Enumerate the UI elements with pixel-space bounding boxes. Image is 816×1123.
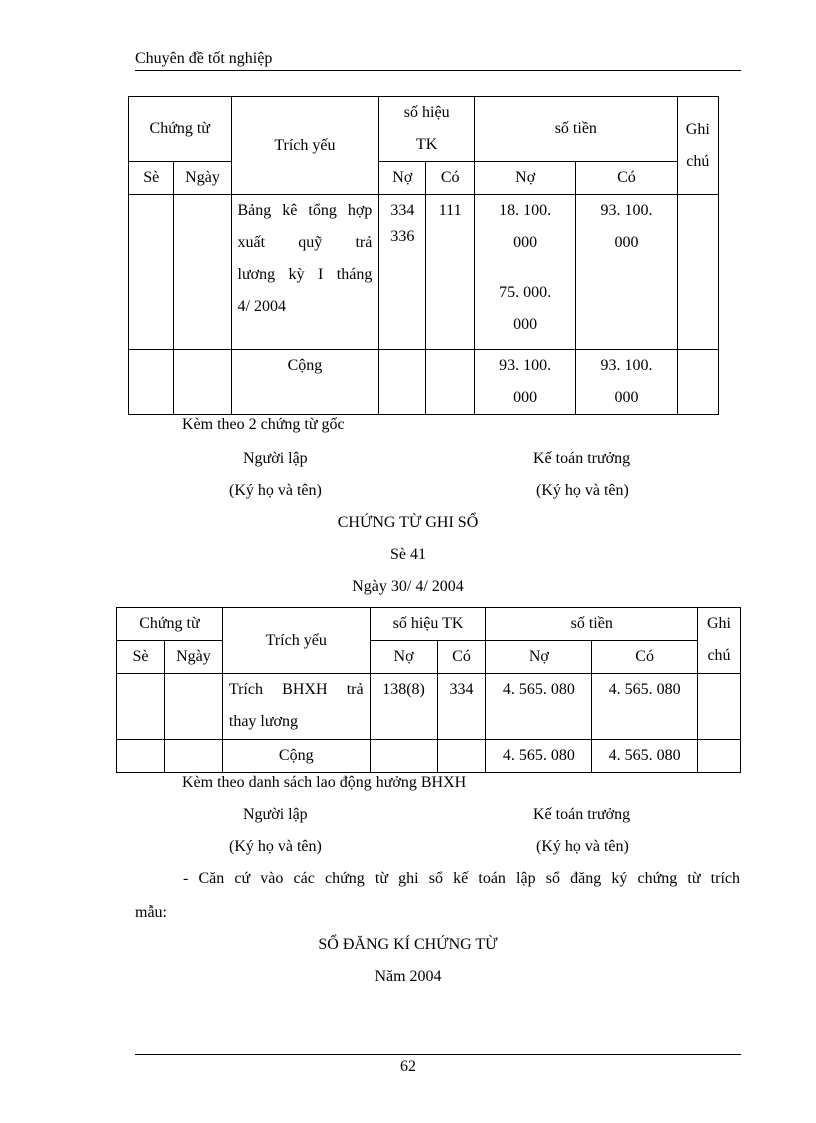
register-year: Năm 2004: [374, 968, 442, 985]
section-title-so-dang-ki: SỔ ĐĂNG KÍ CHỨNG TỪ: [318, 936, 498, 953]
preparer-title-1: Người lập: [243, 450, 308, 467]
paragraph-line-1: - Căn cứ vào các chứng từ ghi sổ kế toán lập sổ đăng ký chứng từ trích: [183, 870, 740, 887]
tk-no-value-2: 336: [390, 228, 415, 245]
cell-se: [117, 674, 165, 740]
header-trich-yeu: Trích yếu: [231, 97, 379, 195]
table-row: [117, 674, 741, 740]
trich-yeu-line: Trích BHXH trả: [228, 681, 364, 698]
header-tien-co: Có: [592, 641, 698, 674]
trich-yeu-line: Bảng kê tổng hợp: [237, 202, 373, 219]
header-so-tien: số tiền: [475, 97, 678, 162]
total-tien-co: [576, 350, 677, 415]
header-tk-no: Nợ: [370, 641, 437, 674]
cell-se: [129, 195, 174, 350]
preparer-sign-1: (Ký họ và tên): [229, 482, 322, 499]
cell-se: [117, 740, 165, 773]
cell-ghi-chu: [697, 740, 740, 773]
cell-se: [129, 350, 174, 415]
total-tien-no: 4. 565. 080: [486, 740, 592, 773]
cell-tk-no: 138(8): [370, 674, 437, 740]
header-chung-tu: Chứng từ: [117, 608, 223, 641]
header-tien-co: Có: [576, 162, 677, 195]
paragraph-line-2: mẫu:: [135, 904, 167, 921]
cell-ngay: [164, 674, 222, 740]
trich-yeu-line: thay lương: [228, 713, 298, 730]
cell-tk-no: [370, 740, 437, 773]
cell-tien-no: 4. 565. 080: [486, 674, 592, 740]
total-tien-no: [475, 350, 576, 415]
header-so-hieu-line1: số hiệu: [403, 104, 450, 121]
header-ghi-chu-line2: chú: [686, 152, 710, 170]
cell-tk-co: [437, 740, 486, 773]
header-se: Sè: [129, 162, 174, 195]
footer-rule: [135, 1054, 741, 1055]
header-ngay: Ngày: [174, 162, 231, 195]
total-co-a: 93. 100.: [600, 357, 653, 374]
cell-trich-yeu: [222, 674, 370, 740]
cell-tk-no: [379, 195, 426, 350]
cell-tk-co: 111: [426, 195, 475, 350]
cell-ghi-chu: [677, 350, 718, 415]
section-title-chung-tu-ghi-so: CHỨNG TỪ GHI SỔ: [337, 514, 479, 531]
voucher-table-2: [116, 607, 741, 773]
header-so-hieu-tk: số hiệu TK: [370, 608, 486, 641]
header-ghi-chu-line1: Ghi: [685, 120, 710, 138]
tien-no-1b: 000: [513, 234, 538, 251]
total-label: Cộng: [231, 350, 379, 415]
page-header-title: Chuyên đề tốt nghiệp: [135, 50, 273, 67]
header-ghi-chu: [677, 97, 718, 195]
total-label: Cộng: [222, 740, 370, 773]
chief-accountant-sign-2: (Ký họ và tên): [536, 838, 629, 855]
chief-accountant-title-1: Kế toán trưởng: [533, 450, 631, 467]
cell-tien-co: 4. 565. 080: [592, 674, 698, 740]
header-so-hieu-tk: [379, 97, 475, 162]
table-row: [129, 195, 719, 350]
total-co-b: 000: [614, 389, 639, 406]
header-rule: [135, 70, 741, 71]
cell-tk-co: 334: [437, 674, 486, 740]
header-ngay: Ngày: [164, 641, 222, 674]
trich-yeu-line: xuất quỹ trả: [237, 234, 373, 251]
tien-no-2a: 75. 000.: [499, 284, 552, 301]
cell-ngay: [164, 740, 222, 773]
header-so-tien: số tiền: [486, 608, 698, 641]
header-ghi-chu-line1: Ghi: [706, 615, 731, 632]
header-tien-no: Nợ: [486, 641, 592, 674]
tien-no-2b: 000: [513, 316, 538, 333]
tk-no-value-1: 334: [390, 202, 415, 219]
total-no-a: 93. 100.: [499, 357, 552, 374]
header-trich-yeu: Trích yếu: [222, 608, 370, 674]
table-total-row: [117, 740, 741, 773]
header-se: Sè: [117, 641, 165, 674]
chief-accountant-title-2: Kế toán trưởng: [533, 806, 631, 823]
cell-ghi-chu: [677, 195, 718, 350]
header-chung-tu: Chứng từ: [129, 97, 232, 162]
cell-tk-co: [426, 350, 475, 415]
cell-tien-no: [475, 195, 576, 350]
preparer-sign-2: (Ký họ và tên): [229, 838, 322, 855]
voucher-table-1: [128, 96, 719, 415]
table-total-row: [129, 350, 719, 415]
total-tien-co: 4. 565. 080: [592, 740, 698, 773]
cell-trich-yeu: [231, 195, 379, 350]
header-tien-no: Nợ: [475, 162, 576, 195]
tien-co-a: 93. 100.: [600, 202, 653, 219]
header-tk-co: Có: [426, 162, 475, 195]
cell-tien-co: [576, 195, 677, 350]
attachment-note-1: Kèm theo 2 chứng từ gốc: [182, 416, 345, 433]
total-no-b: 000: [513, 389, 538, 406]
header-tk-co: Có: [437, 641, 486, 674]
header-ghi-chu: [697, 608, 740, 674]
voucher-number: Sè 41: [390, 546, 426, 563]
header-so-hieu-line2: TK: [416, 136, 438, 153]
cell-tk-no: [379, 350, 426, 415]
cell-ngay: [174, 195, 231, 350]
attachment-note-2: Kèm theo danh sách lao động hưởng BHXH: [182, 774, 467, 791]
chief-accountant-sign-1: (Ký họ và tên): [536, 482, 629, 499]
page-number: 62: [400, 1058, 416, 1075]
header-tk-no: Nợ: [379, 162, 426, 195]
trich-yeu-line: lương kỳ I tháng: [237, 266, 373, 283]
tien-no-1a: 18. 100.: [499, 202, 552, 219]
trich-yeu-line: 4/ 2004: [237, 298, 286, 315]
cell-ghi-chu: [697, 674, 740, 740]
tien-co-b: 000: [614, 234, 639, 251]
voucher-date: Ngày 30/ 4/ 2004: [352, 578, 464, 595]
header-ghi-chu-line2: chú: [707, 647, 731, 664]
preparer-title-2: Người lập: [243, 806, 308, 823]
cell-ngay: [174, 350, 231, 415]
